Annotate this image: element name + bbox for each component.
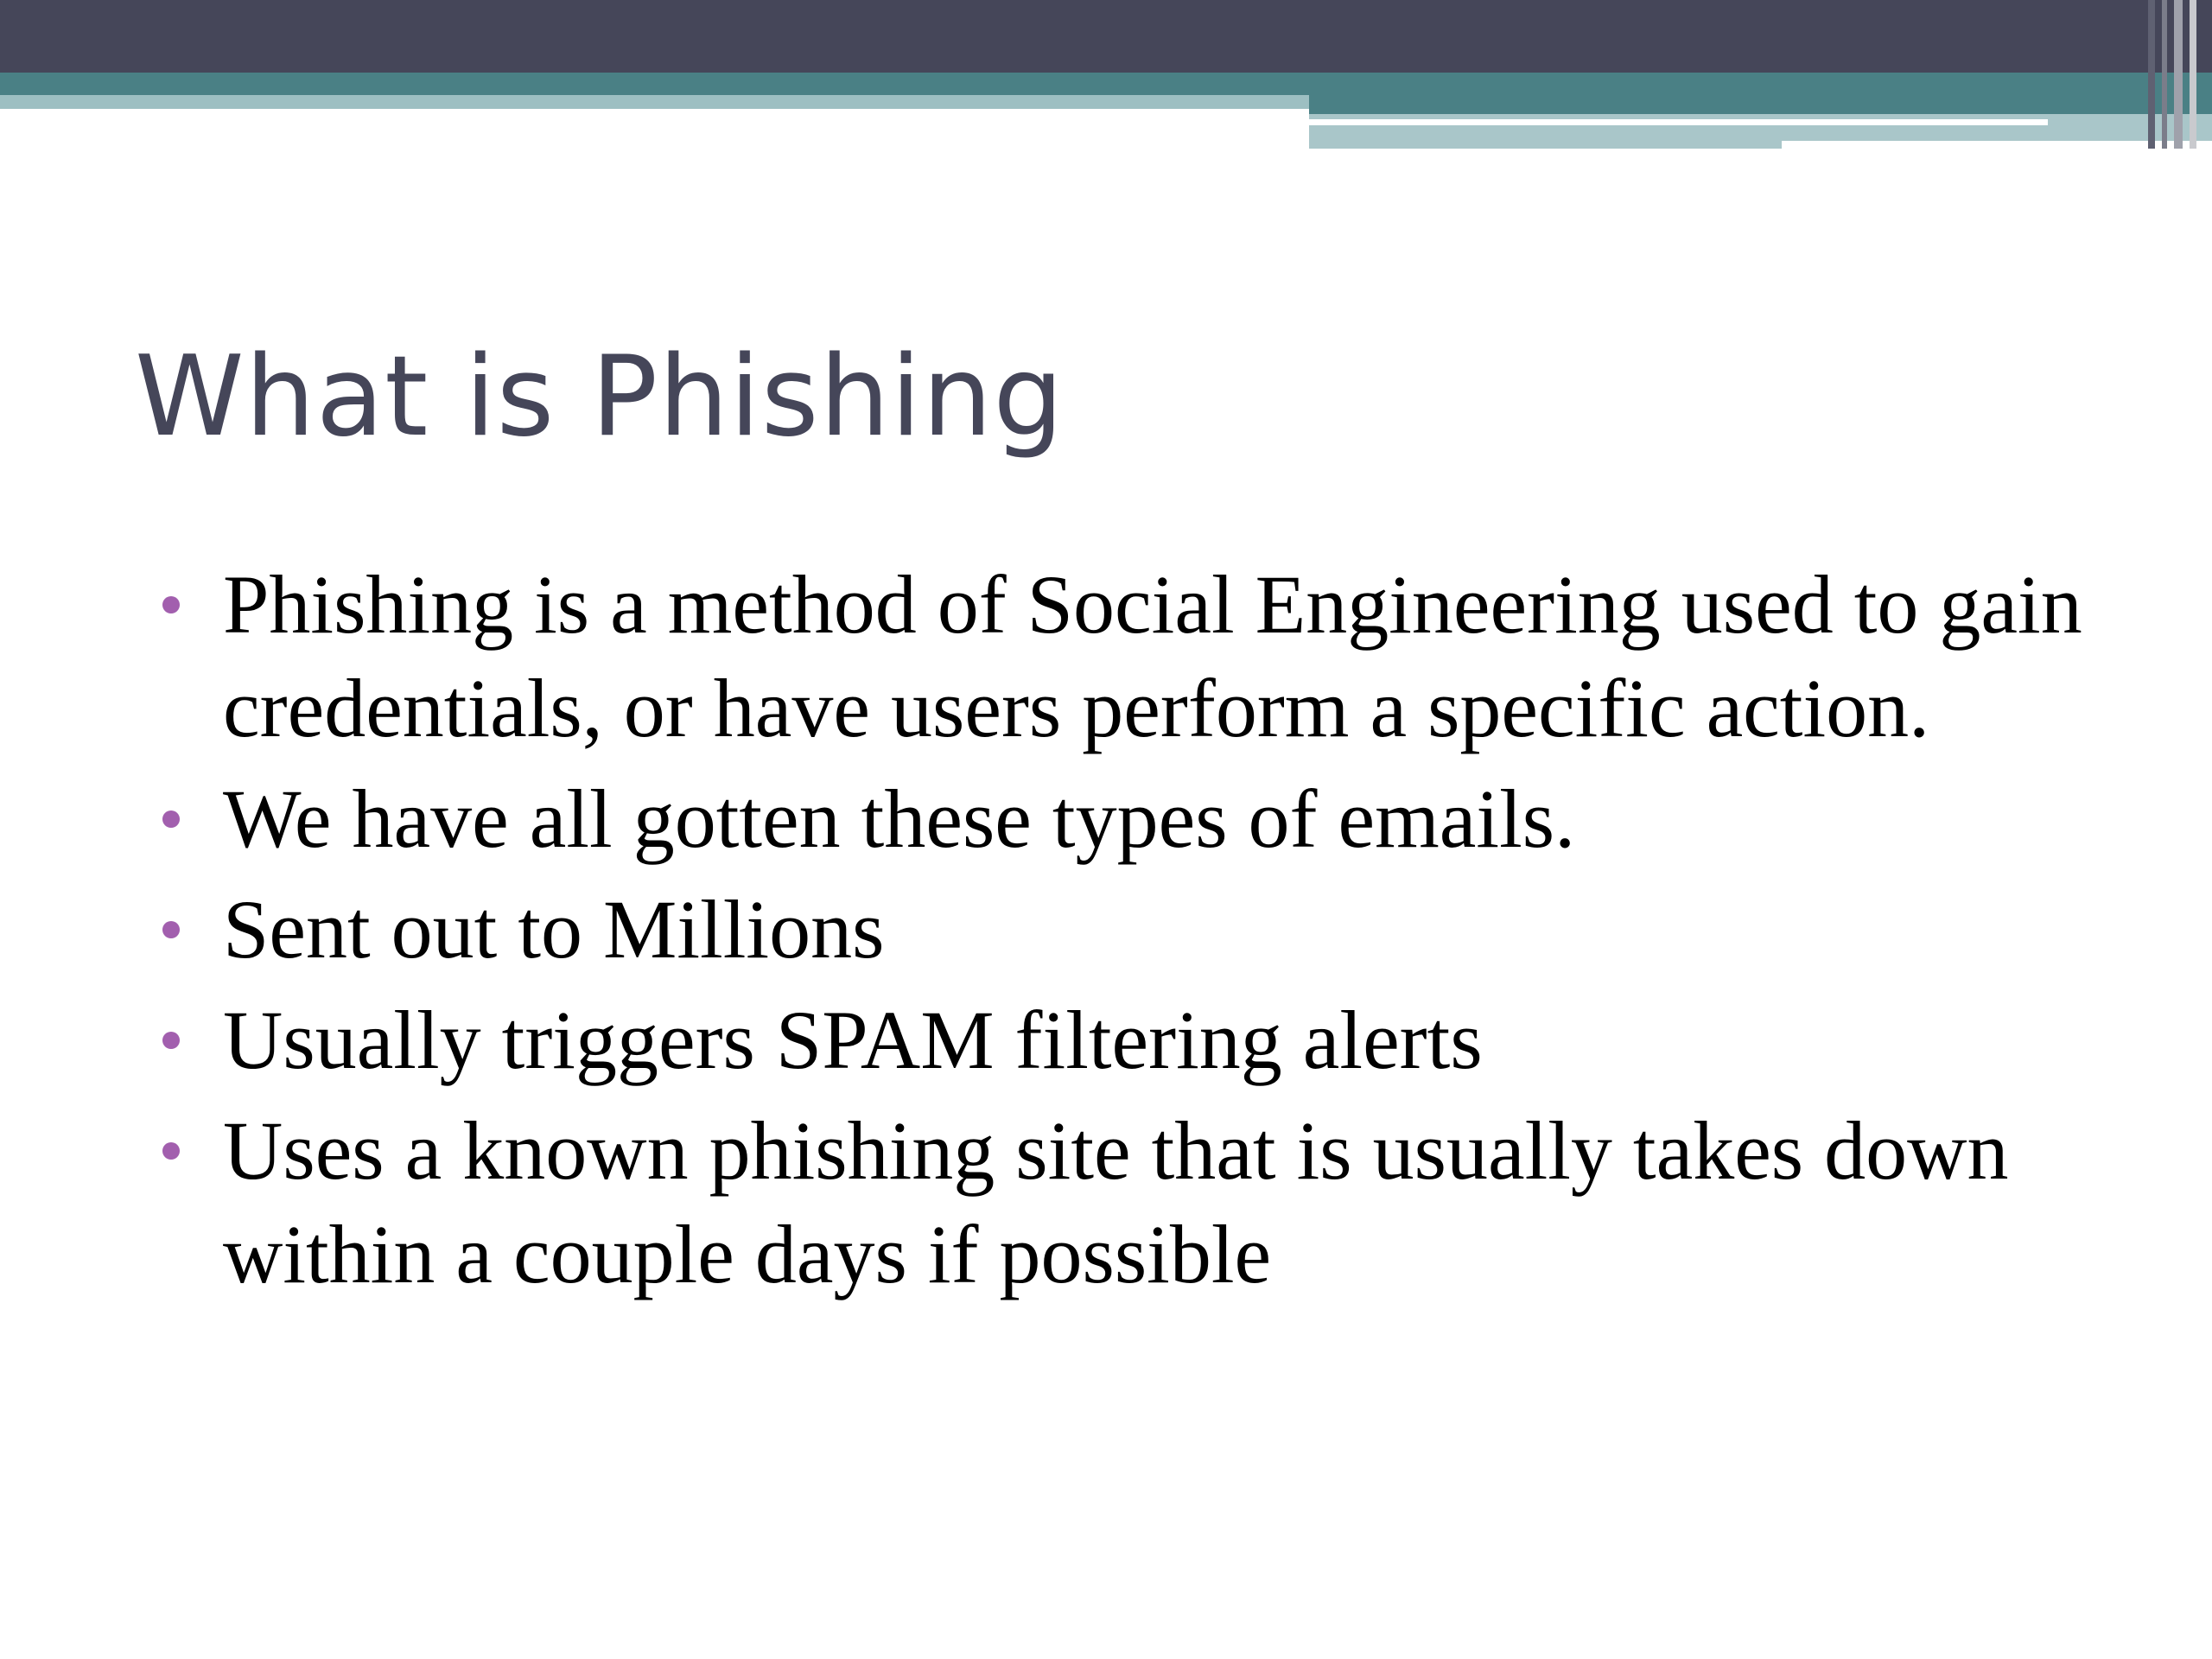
bullet-item xyxy=(157,1099,2084,1306)
header-band-teal-right xyxy=(1309,95,2212,114)
header-band-light-left xyxy=(0,95,1309,109)
bullet-dot-icon xyxy=(162,921,180,938)
header-edge-stripe xyxy=(2190,0,2196,149)
header-edge-stripe xyxy=(2148,0,2155,149)
header-band-dark xyxy=(0,0,2212,73)
bullet-text: Phishing is a method of Social Engineering used to gain credentials, or have users perform a specific action. xyxy=(223,558,2082,754)
bullet-item xyxy=(157,767,2084,871)
header-band-teal xyxy=(0,73,2212,95)
header-edge-stripe xyxy=(2174,0,2183,149)
bullet-list xyxy=(157,553,2084,1313)
bullet-text: We have all gotten these types of emails. xyxy=(223,772,1576,865)
header-edge-stripe xyxy=(2162,0,2167,149)
bullet-item xyxy=(157,988,2084,1092)
slide-title: What is Phishing xyxy=(135,333,1065,461)
bullet-item xyxy=(157,553,2084,760)
bullet-dot-icon xyxy=(162,810,180,828)
bullet-dot-icon xyxy=(162,1032,180,1049)
bullet-text: Uses a known phishing site that is usually takes down within a couple days if possible xyxy=(223,1104,2009,1300)
header-line xyxy=(1309,119,2048,125)
bullet-text: Usually triggers SPAM filtering alerts xyxy=(223,994,1483,1086)
bullet-dot-icon xyxy=(162,596,180,613)
bullet-text: Sent out to Millions xyxy=(223,883,885,976)
bullet-dot-icon xyxy=(162,1142,180,1160)
bullet-item xyxy=(157,878,2084,982)
